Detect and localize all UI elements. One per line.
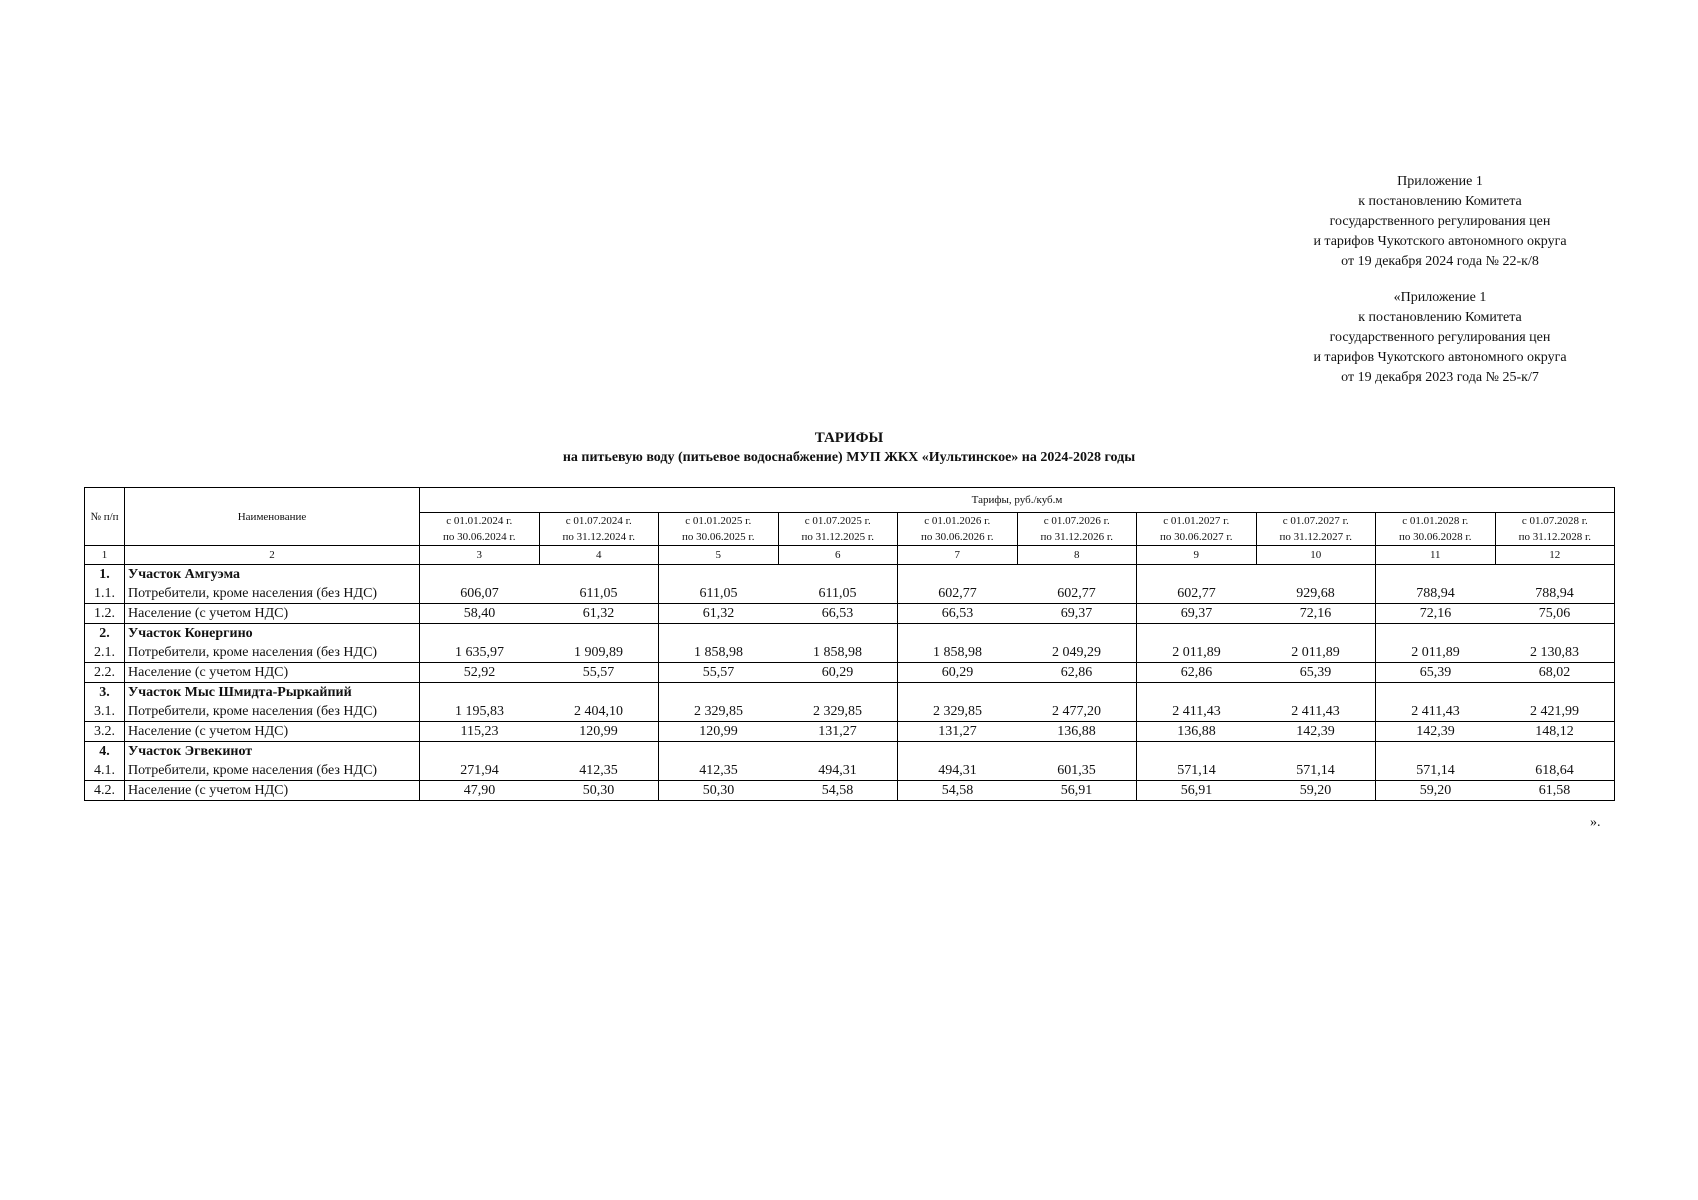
row-name: Население (с учетом НДС) xyxy=(125,604,420,624)
column-number: 2 xyxy=(125,546,420,565)
empty-cell xyxy=(420,565,540,585)
tariff-value: 571,14 xyxy=(1296,763,1335,778)
empty-cell xyxy=(898,742,1018,762)
tariff-value: 494,31 xyxy=(818,763,857,778)
row-name: Потребители, кроме населения (без НДС) xyxy=(125,702,420,722)
table-row xyxy=(85,584,1615,604)
tariff-value: 50,30 xyxy=(539,781,659,801)
tariff-value: 2 411,43 xyxy=(1376,702,1496,722)
tariff-value: 412,35 xyxy=(659,761,779,781)
appendix-line: к постановлению Комитета xyxy=(1358,194,1522,209)
tariff-value: 61,32 xyxy=(539,604,659,624)
row-name: Потребители, кроме населения (без НДС) xyxy=(125,584,420,604)
section-name: Участок Мыс Шмидта-Рыркайпий xyxy=(125,683,420,703)
tariff-value: 60,29 xyxy=(898,663,1018,683)
section-number: 2. xyxy=(85,624,125,644)
table-row xyxy=(85,604,1615,624)
period-to: по 30.06.2026 г. xyxy=(921,531,994,543)
tariff-value: 68,02 xyxy=(1495,663,1615,683)
section-number: 4. xyxy=(85,742,125,762)
appendix-line: и тарифов Чукотского автономного округа xyxy=(1313,350,1567,365)
tariff-value: 65,39 xyxy=(1376,663,1496,683)
period-from: с 01.07.2025 г. xyxy=(804,515,871,527)
tariff-value: 1 858,98 xyxy=(813,645,862,660)
tariff-value: 2 329,85 xyxy=(659,702,779,722)
tariff-value: 58,40 xyxy=(420,604,540,624)
column-number: 1 xyxy=(85,546,125,565)
section-row xyxy=(85,683,1615,703)
section-row xyxy=(85,624,1615,644)
appendix-line: к постановлению Комитета xyxy=(1358,310,1522,325)
empty-cell xyxy=(1017,565,1137,585)
tariff-value: 1 909,89 xyxy=(574,645,623,660)
tariff-value: 2 329,85 xyxy=(813,704,862,719)
period-from: с 01.01.2027 г. xyxy=(1163,515,1230,527)
empty-cell xyxy=(778,683,898,703)
tariff-value: 52,92 xyxy=(420,663,540,683)
tariff-table-header xyxy=(85,488,1615,565)
tariff-value: 2 477,20 xyxy=(1052,704,1101,719)
tariff-value: 602,77 xyxy=(898,584,1018,604)
tariff-table xyxy=(84,487,1615,801)
tariff-value: 571,14 xyxy=(1137,761,1257,781)
table-row xyxy=(85,663,1615,683)
empty-cell xyxy=(1137,624,1257,644)
tariff-value: 75,06 xyxy=(1495,604,1615,624)
period-to: по 31.12.2025 г. xyxy=(801,531,874,543)
empty-cell xyxy=(1495,565,1615,585)
period-to: по 31.12.2028 г. xyxy=(1518,531,1591,543)
table-row xyxy=(85,722,1615,742)
column-number: 6 xyxy=(778,546,898,565)
column-number: 10 xyxy=(1256,546,1376,565)
appendix-line: государственного регулирования цен xyxy=(1329,330,1551,345)
tariff-value: 611,05 xyxy=(579,586,618,601)
tariff-value: 606,07 xyxy=(420,584,540,604)
empty-cell xyxy=(1137,683,1257,703)
empty-cell xyxy=(1017,683,1137,703)
tariff-value: 65,39 xyxy=(1256,663,1376,683)
tariff-value: 2 329,85 xyxy=(898,702,1018,722)
period-from: с 01.07.2026 г. xyxy=(1043,515,1110,527)
period-header xyxy=(1495,513,1615,546)
tariff-value: 571,14 xyxy=(1376,761,1496,781)
tariff-value: 59,20 xyxy=(1256,781,1376,801)
tariff-value: 602,77 xyxy=(1057,586,1096,601)
period-header xyxy=(898,513,1018,546)
period-to: по 30.06.2027 г. xyxy=(1160,531,1233,543)
row-number: 4.1. xyxy=(85,761,125,781)
tariff-value: 2 421,99 xyxy=(1495,702,1615,722)
row-number: 4.2. xyxy=(85,781,125,801)
empty-cell xyxy=(1017,742,1137,762)
tariff-value: 136,88 xyxy=(1137,722,1257,742)
period-header xyxy=(1376,513,1496,546)
tariff-value: 271,94 xyxy=(420,761,540,781)
empty-cell xyxy=(1256,565,1376,585)
period-to: по 31.12.2027 г. xyxy=(1279,531,1352,543)
empty-cell xyxy=(898,683,1018,703)
empty-cell xyxy=(539,565,659,585)
tariff-value: 61,32 xyxy=(659,604,779,624)
row-name: Потребители, кроме населения (без НДС) xyxy=(125,643,420,663)
empty-cell xyxy=(659,624,779,644)
column-number: 11 xyxy=(1376,546,1496,565)
section-name: Участок Конергино xyxy=(125,624,420,644)
tariff-value: 66,53 xyxy=(778,604,898,624)
period-from: с 01.07.2028 г. xyxy=(1521,515,1588,527)
tariff-value: 56,91 xyxy=(1137,781,1257,801)
period-header xyxy=(420,513,540,546)
tariff-value: 1 195,83 xyxy=(420,702,540,722)
period-header xyxy=(1256,513,1376,546)
row-number: 3.1. xyxy=(85,702,125,722)
tariff-value: 60,29 xyxy=(778,663,898,683)
section-row xyxy=(85,742,1615,762)
tariff-value: 2 411,43 xyxy=(1137,702,1257,722)
tariff-value: 2 130,83 xyxy=(1495,643,1615,663)
column-number: 12 xyxy=(1495,546,1615,565)
row-number: 1.1. xyxy=(85,584,125,604)
document-title: ТАРИФЫ xyxy=(814,430,884,446)
empty-cell xyxy=(420,742,540,762)
row-number: 2.2. xyxy=(85,663,125,683)
empty-cell xyxy=(539,683,659,703)
empty-cell xyxy=(1017,624,1137,644)
tariff-value: 62,86 xyxy=(1137,663,1257,683)
tariff-value: 2 049,29 xyxy=(1052,645,1101,660)
row-number: 2.1. xyxy=(85,643,125,663)
empty-cell xyxy=(1376,624,1496,644)
tariff-value: 148,12 xyxy=(1495,722,1615,742)
period-to: по 30.06.2024 г. xyxy=(443,531,516,543)
table-row xyxy=(85,643,1615,663)
tariff-value: 59,20 xyxy=(1376,781,1496,801)
empty-cell xyxy=(1376,565,1496,585)
column-number: 3 xyxy=(420,546,540,565)
period-from: с 01.07.2024 г. xyxy=(565,515,632,527)
empty-cell xyxy=(1495,624,1615,644)
section-number: 3. xyxy=(85,683,125,703)
period-from: с 01.01.2024 г. xyxy=(446,515,513,527)
header-tariffs: Тарифы, руб./куб.м xyxy=(420,488,1615,513)
period-from: с 01.01.2028 г. xyxy=(1402,515,1469,527)
empty-cell xyxy=(778,565,898,585)
empty-cell xyxy=(778,624,898,644)
section-name: Участок Амгуэма xyxy=(125,565,420,585)
tariff-value: 131,27 xyxy=(898,722,1018,742)
column-number: 4 xyxy=(539,546,659,565)
appendix-line: от 19 декабря 2023 года № 25-к/7 xyxy=(1341,370,1539,385)
period-header xyxy=(1017,513,1137,546)
tariff-value: 54,58 xyxy=(898,781,1018,801)
tariff-value: 2 011,89 xyxy=(1291,645,1340,660)
appendix-line: государственного регулирования цен xyxy=(1329,214,1551,229)
tariff-value: 494,31 xyxy=(898,761,1018,781)
empty-cell xyxy=(659,565,779,585)
tariff-value: 412,35 xyxy=(579,763,618,778)
row-name: Потребители, кроме населения (без НДС) xyxy=(125,761,420,781)
tariff-table-body xyxy=(85,565,1615,801)
table-row xyxy=(85,761,1615,781)
column-number: 5 xyxy=(659,546,779,565)
period-to: по 31.12.2024 г. xyxy=(562,531,635,543)
column-number: 9 xyxy=(1137,546,1257,565)
period-header xyxy=(539,513,659,546)
period-header xyxy=(659,513,779,546)
empty-cell xyxy=(1256,742,1376,762)
empty-cell xyxy=(659,742,779,762)
tariff-value: 131,27 xyxy=(778,722,898,742)
tariff-value: 120,99 xyxy=(659,722,779,742)
table-row xyxy=(85,781,1615,801)
tariff-value: 1 858,98 xyxy=(898,643,1018,663)
section-number: 1. xyxy=(85,565,125,585)
empty-cell xyxy=(420,624,540,644)
header-number: № п/п xyxy=(85,488,125,546)
tariff-value: 69,37 xyxy=(1137,604,1257,624)
tariff-value: 54,58 xyxy=(778,781,898,801)
tariff-value: 69,37 xyxy=(1017,604,1137,624)
tariff-value: 2 011,89 xyxy=(1137,643,1257,663)
tariff-value: 1 858,98 xyxy=(659,643,779,663)
empty-cell xyxy=(1495,683,1615,703)
tariff-value: 72,16 xyxy=(1256,604,1376,624)
document-heading xyxy=(0,428,1698,468)
appendix-line: и тарифов Чукотского автономного округа xyxy=(1313,234,1567,249)
tariff-value: 47,90 xyxy=(420,781,540,801)
tariff-value: 72,16 xyxy=(1376,604,1496,624)
tariff-value: 2 411,43 xyxy=(1291,704,1340,719)
empty-cell xyxy=(1256,683,1376,703)
empty-cell xyxy=(1495,742,1615,762)
appendix-line: от 19 декабря 2024 года № 22-к/8 xyxy=(1341,254,1539,269)
tariff-value: 601,35 xyxy=(1057,763,1096,778)
tariff-value: 120,99 xyxy=(539,722,659,742)
empty-cell xyxy=(1137,565,1257,585)
tariff-value: 56,91 xyxy=(1017,781,1137,801)
row-number: 3.2. xyxy=(85,722,125,742)
appendix-line: Приложение 1 xyxy=(1397,174,1483,189)
tariff-value: 1 635,97 xyxy=(420,643,540,663)
tariff-value: 55,57 xyxy=(659,663,779,683)
closing-quote: ». xyxy=(1590,815,1601,830)
period-to: по 30.06.2028 г. xyxy=(1399,531,1472,543)
tariff-value: 611,05 xyxy=(818,586,857,601)
section-name: Участок Эгвекинот xyxy=(125,742,420,762)
tariff-value: 2 011,89 xyxy=(1376,643,1496,663)
appendix-current-header xyxy=(1250,172,1630,272)
tariff-value: 136,88 xyxy=(1017,722,1137,742)
tariff-value: 61,58 xyxy=(1495,781,1615,801)
tariff-value: 611,05 xyxy=(659,584,779,604)
tariff-value: 602,77 xyxy=(1137,584,1257,604)
row-number: 1.2. xyxy=(85,604,125,624)
tariff-value: 788,94 xyxy=(1495,584,1615,604)
row-name: Население (с учетом НДС) xyxy=(125,781,420,801)
empty-cell xyxy=(898,565,1018,585)
tariff-value: 2 404,10 xyxy=(574,704,623,719)
empty-cell xyxy=(420,683,540,703)
tariff-value: 62,86 xyxy=(1017,663,1137,683)
appendix-line: «Приложение 1 xyxy=(1393,290,1487,305)
empty-cell xyxy=(778,742,898,762)
empty-cell xyxy=(1376,683,1496,703)
period-from: с 01.01.2025 г. xyxy=(685,515,752,527)
section-row xyxy=(85,565,1615,585)
column-number: 7 xyxy=(898,546,1018,565)
tariff-value: 618,64 xyxy=(1495,761,1615,781)
tariff-value: 50,30 xyxy=(659,781,779,801)
empty-cell xyxy=(1376,742,1496,762)
column-numbers-row xyxy=(85,546,1615,565)
empty-cell xyxy=(659,683,779,703)
tariff-value: 115,23 xyxy=(420,722,540,742)
period-from: с 01.01.2026 г. xyxy=(924,515,991,527)
appendix-previous-header xyxy=(1250,288,1630,388)
period-header xyxy=(1137,513,1257,546)
empty-cell xyxy=(539,742,659,762)
tariff-value: 142,39 xyxy=(1256,722,1376,742)
empty-cell xyxy=(539,624,659,644)
tariff-value: 55,57 xyxy=(539,663,659,683)
empty-cell xyxy=(898,624,1018,644)
document-subtitle: на питьевую воду (питьевое водоснабжение) МУП ЖКХ «Иультинское» на 2024-2028 годы xyxy=(562,450,1136,465)
tariff-value: 929,68 xyxy=(1296,586,1335,601)
column-number: 8 xyxy=(1017,546,1137,565)
period-header xyxy=(778,513,898,546)
period-to: по 30.06.2025 г. xyxy=(682,531,755,543)
tariff-value: 66,53 xyxy=(898,604,1018,624)
empty-cell xyxy=(1256,624,1376,644)
tariff-value: 142,39 xyxy=(1376,722,1496,742)
table-row xyxy=(85,702,1615,722)
header-name: Наименование xyxy=(125,488,420,546)
empty-cell xyxy=(1137,742,1257,762)
tariff-value: 788,94 xyxy=(1376,584,1496,604)
period-from: с 01.07.2027 г. xyxy=(1282,515,1349,527)
row-name: Население (с учетом НДС) xyxy=(125,663,420,683)
period-to: по 31.12.2026 г. xyxy=(1040,531,1113,543)
row-name: Население (с учетом НДС) xyxy=(125,722,420,742)
